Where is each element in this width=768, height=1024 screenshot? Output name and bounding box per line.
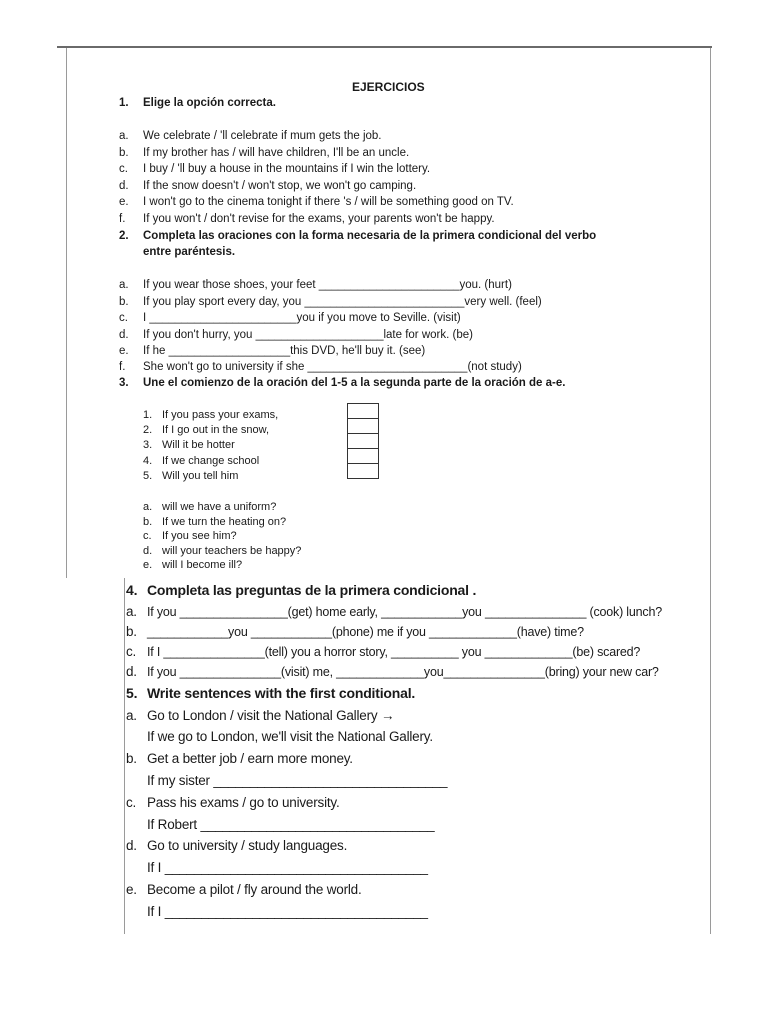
ex2-item-label: b. <box>119 296 129 308</box>
answer-box[interactable] <box>347 433 379 449</box>
ex1-item-label: f. <box>119 213 126 225</box>
ex4-heading: Completa las preguntas de la primera condicional . <box>147 582 477 598</box>
ex3-start-text: Will it be hotter <box>162 439 235 451</box>
ex3-start-label: 3. <box>143 439 153 451</box>
scan2-border-right <box>710 578 711 934</box>
ex5-item-prompt: Go to London / visit the National Gallery → <box>147 708 395 723</box>
ex5-item-answer: If we go to London, we'll visit the National Gallery. <box>147 729 433 744</box>
ex2-item-text: I _______________________you if you move to Seville. (visit) <box>143 312 461 324</box>
ex5-item-label: e. <box>126 882 137 897</box>
ex1-item-label: a. <box>119 130 129 142</box>
ex2-item-label: e. <box>119 345 129 357</box>
answer-box[interactable] <box>347 403 379 419</box>
scan-border-left <box>66 48 67 578</box>
ex1-item-text: If the snow doesn't / won't stop, we won't go camping. <box>143 180 417 192</box>
ex1-item-label: b. <box>119 147 129 159</box>
ex5-heading: Write sentences with the first conditional. <box>147 685 416 701</box>
ex1-item-label: e. <box>119 196 129 208</box>
ex2-item-label: c. <box>119 312 128 324</box>
ex2-item-text: If you play sport every day, you _________________________very well. (feel) <box>143 296 542 308</box>
ex3-start-text: If you pass your exams, <box>162 409 279 421</box>
ex3-start-text: Will you tell him <box>162 470 239 482</box>
ex1-number: 1. <box>119 97 129 109</box>
page-title: EJERCICIOS <box>352 80 425 94</box>
ex5-item-prompt: Go to university / study languages. <box>147 838 348 853</box>
ex1-item-text: I buy / 'll buy a house in the mountains if I win the lottery. <box>143 163 431 175</box>
ex4-item-label: a. <box>126 604 137 619</box>
ex3-ending-text: If we turn the heating on? <box>162 516 287 528</box>
ex3-number: 3. <box>119 377 129 389</box>
ex2-item-text: If you wear those shoes, your feet ______________________you. (hurt) <box>143 279 512 291</box>
ex3-ending-label: c. <box>143 530 152 542</box>
ex2-item-label: a. <box>119 279 129 291</box>
ex2-number: 2. <box>119 230 129 242</box>
ex2-item-text: If he ___________________this DVD, he'll buy it. (see) <box>143 345 426 357</box>
ex3-ending-text: will your teachers be happy? <box>162 545 302 557</box>
ex5-item-answer[interactable]: If I ____________________________________ <box>147 904 428 919</box>
ex1-heading: Elige la opción correcta. <box>143 97 276 109</box>
ex3-ending-text: will we have a uniform? <box>162 501 277 513</box>
ex1-item-label: d. <box>119 180 129 192</box>
ex5-item-prompt: Pass his exams / go to university. <box>147 795 340 810</box>
answer-box[interactable] <box>347 463 379 479</box>
ex5-item-label: b. <box>126 751 137 766</box>
ex3-ending-label: b. <box>143 516 153 528</box>
ex3-ending-label: a. <box>143 501 153 513</box>
ex2-heading-cont: entre paréntesis. <box>143 246 236 258</box>
ex4-item-text: If you ________________(get) home early, ____________you _______________ (cook) lunch? <box>147 605 662 619</box>
ex3-start-text: If I go out in the snow, <box>162 424 270 436</box>
ex5-item-answer[interactable]: If I ____________________________________ <box>147 860 428 875</box>
ex2-item-text: She won't go to university if she _________________________(not study) <box>143 361 522 373</box>
ex3-ending-label: e. <box>143 559 153 571</box>
ex2-item-text: If you don't hurry, you ____________________late for work. (be) <box>143 329 473 341</box>
ex4-number: 4. <box>126 582 138 598</box>
ex3-start-text: If we change school <box>162 455 260 467</box>
scan-border-top <box>57 46 712 48</box>
answer-boxes <box>347 404 379 479</box>
ex3-ending-label: d. <box>143 545 153 557</box>
ex5-number: 5. <box>126 685 138 701</box>
ex3-start-label: 1. <box>143 409 153 421</box>
ex5-item-label: c. <box>126 795 137 810</box>
answer-box[interactable] <box>347 418 379 434</box>
ex4-item-label: b. <box>126 624 137 639</box>
ex3-start-label: 4. <box>143 455 153 467</box>
ex4-item-label: c. <box>126 644 137 659</box>
ex5-item-answer[interactable]: If my sister ________________________________ <box>147 773 448 788</box>
ex3-start-label: 2. <box>143 424 153 436</box>
ex5-item-prompt: Become a pilot / fly around the world. <box>147 882 362 897</box>
ex3-ending-text: If you see him? <box>162 530 237 542</box>
ex2-item-label: d. <box>119 329 129 341</box>
ex2-heading: Completa las oraciones con la forma necesaria de la primera condicional del verbo <box>143 230 597 242</box>
ex5-item-label: d. <box>126 838 137 853</box>
ex1-item-text: If you won't / don't revise for the exams, your parents won't be happy. <box>143 213 495 225</box>
ex5-item-answer[interactable]: If Robert ________________________________ <box>147 817 435 832</box>
scan2-border-left <box>124 578 125 934</box>
ex1-item-text: If my brother has / will have children, I'll be an uncle. <box>143 147 410 159</box>
ex1-item-text: I won't go to the cinema tonight if there 's / will be something good on TV. <box>143 196 514 208</box>
ex5-item-prompt: Get a better job / earn more money. <box>147 751 353 766</box>
ex4-item-text: If you _______________(visit) me, _____________you_______________(bring) your new car? <box>147 665 659 679</box>
ex3-heading: Une el comienzo de la oración del 1-5 a la segunda parte de la oración de a-e. <box>143 377 566 389</box>
ex5-item-label: a. <box>126 708 137 723</box>
ex3-start-label: 5. <box>143 470 153 482</box>
ex1-item-text: We celebrate / 'll celebrate if mum gets the job. <box>143 130 382 142</box>
scan-border-right <box>710 48 711 578</box>
ex4-item-label: d. <box>126 664 137 679</box>
answer-box[interactable] <box>347 448 379 464</box>
ex2-item-label: f. <box>119 361 126 373</box>
ex3-ending-text: will I become ill? <box>162 559 243 571</box>
ex4-item-text: If I _______________(tell) you a horror story, __________ you _____________(be) scared? <box>147 645 641 659</box>
ex1-item-label: c. <box>119 163 128 175</box>
ex4-item-text: ____________you ____________(phone) me if you _____________(have) time? <box>147 625 584 639</box>
